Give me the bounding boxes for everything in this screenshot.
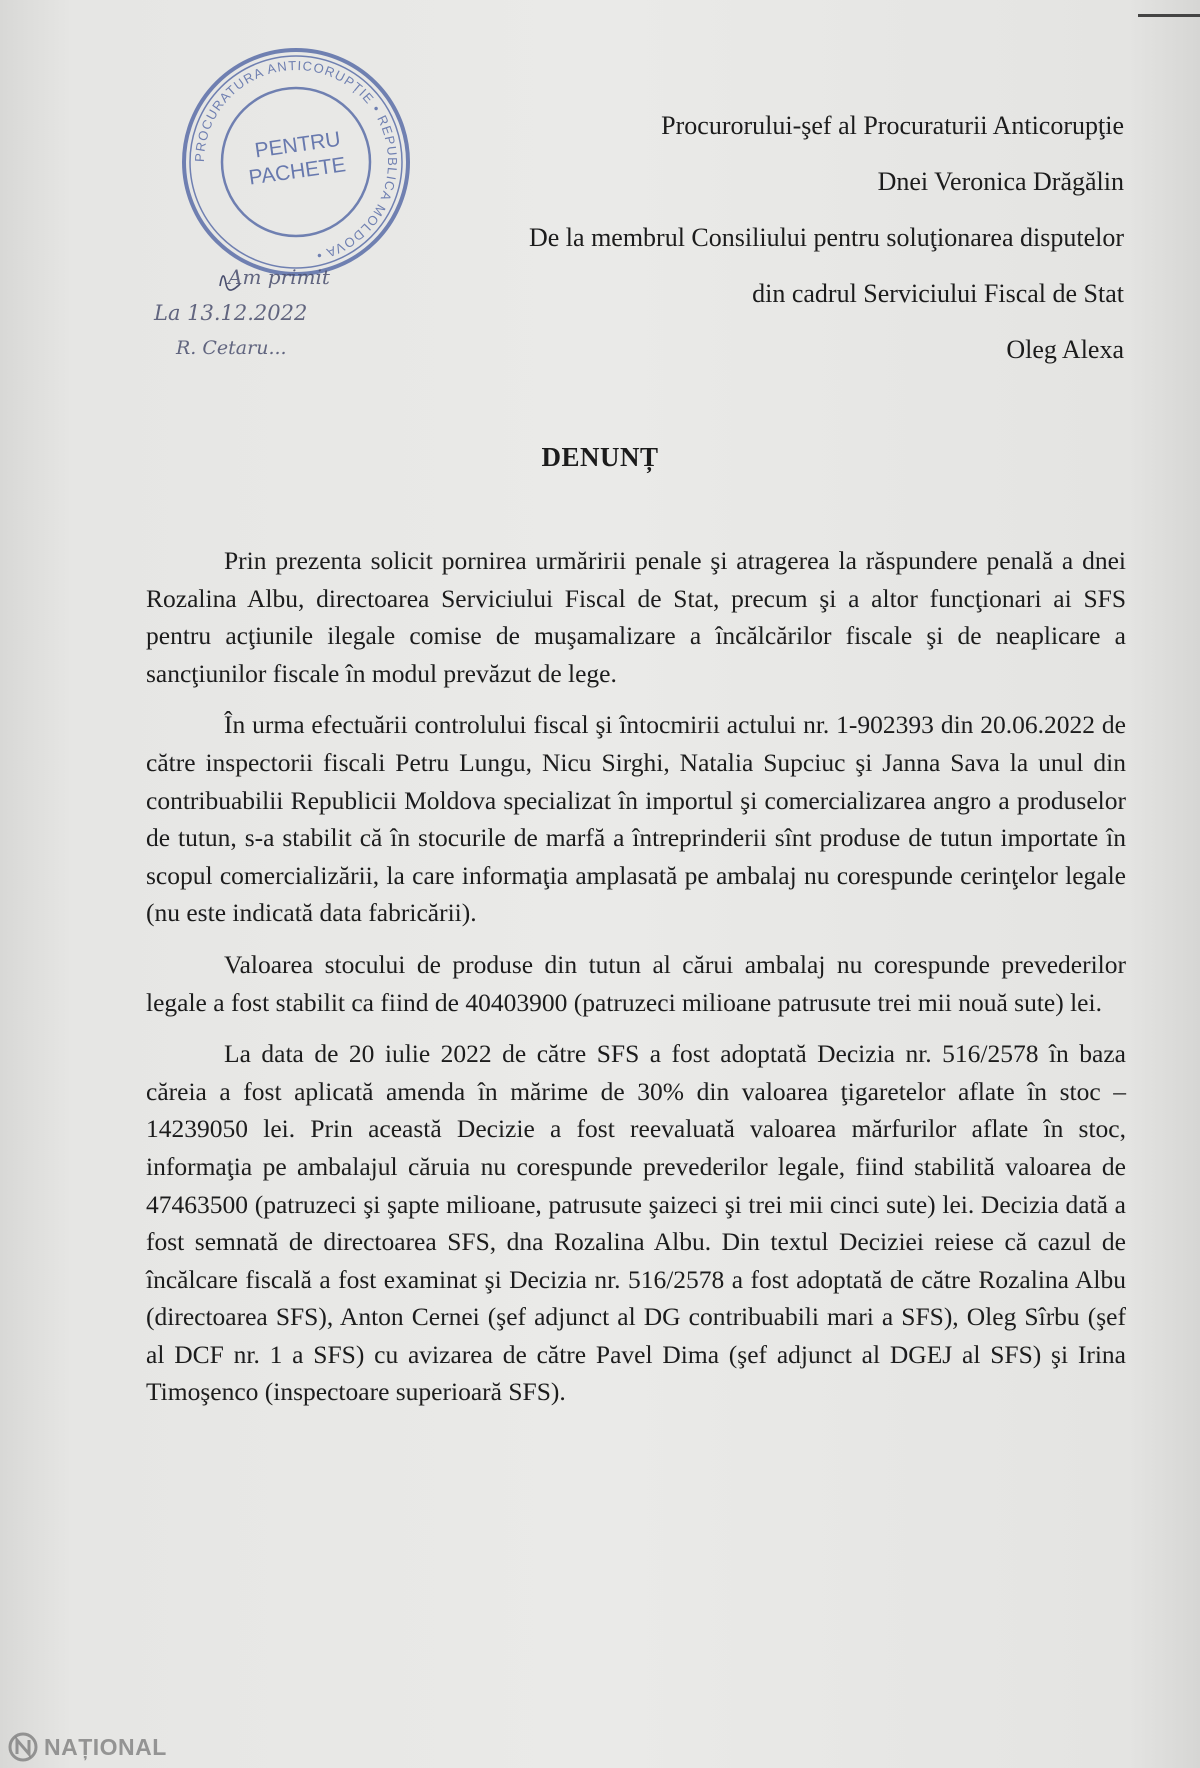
body-paragraph: Valoarea stocului de produse din tutun al cărui ambalaj nu corespunde prevederilor legale a fost stabilit ca fiind de 40403900 (patruzeci milioane patrusute trei mii nouă sute) lei. — [146, 949, 1126, 1017]
addressee-line: din cadrul Serviciului Fiscal de Stat — [752, 279, 1124, 308]
body-paragraph: În urma efectuării controlului fiscal şi întocmirii actului nr. 1-902393 din 20.06.2022 de către inspectorii fiscali Petru Lungu, Nicu Sirghi, Natalia Supciuc şi Janna Sava la unul din contribuabilii Republicii Moldova specializat în importul şi comercializarea angro a produselor de tutun, s-a stabilit că în stocurile de marfă a întreprinderii sînt produse de tutun importate în scopul comercializării, la care informaţia amplasată pe ambalaj nu corespunde cerinţelor legale (nu este indicată data fabricării). — [146, 710, 1126, 928]
addressee-block — [529, 98, 1124, 378]
body-paragraph: Prin prezenta solicit pornirea urmăririi penale şi atragerea la răspundere penală a dnei Rozalina Albu, directoarea Serviciului Fiscal de Stat, precum şi a altor funcţionari ai SFS pentru acţiunile ilegale comise de muşamalizare a încălcărilor fiscale şi de neaplicare a sancţiunilor fiscale în modul prevăzut de lege. — [146, 546, 1126, 688]
stamp-line2: PACHETE — [247, 153, 348, 190]
addressee-line: Oleg Alexa — [1006, 335, 1124, 364]
body-paragraph: La data de 20 iulie 2022 de către SFS a fost adoptată Decizia nr. 516/2578 în baza căreia a fost aplicată amenda în mărime de 30% din valoarea ţigaretelor aflate în stoc – 14239050 lei. Prin această Decizie a fost reevaluată valoarea mărfurilor aflate în stoc, informaţia pe ambalajul căruia nu corespunde prevederilor legale, fiind stabilită valoarea de 47463500 (patruzeci şi şapte milioane, patrusute şaizeci şi trei mii cinci sute) lei. Decizia dată a fost semnată de directoarea SFS, dna Rozalina Albu. Din textul Deciziei reiese că cazul de încălcare fiscală a fost examinat şi Decizia nr. 516/2578 a fost adoptată de către Rozalina Albu (directoarea SFS), Anton Cernei (şef adjunct al DG contribuabili mari a SFS), Oleg Sîrbu (şef al DCF nr. 1 a SFS) cu avizarea de către Pavel Dima (şef adjunct al DGEJ al SFS) şi Irina Timoşenco (inspectoare superioară SFS). — [146, 1039, 1126, 1407]
stamp-seal — [178, 44, 414, 280]
watermark-logo — [8, 1732, 167, 1762]
handwritten-line1: Am primit — [228, 268, 330, 289]
addressee-line: Dnei Veronica Drăgălin — [877, 167, 1124, 196]
stamp-line1: PENTRU — [253, 127, 343, 163]
document-title: DENUNȚ — [541, 442, 659, 472]
handwritten-receipt-note — [150, 268, 410, 398]
addressee-line: Procurorului-şef al Procuraturii Anticorupţie — [661, 111, 1124, 140]
handwritten-line2: La 13.12.2022 — [154, 301, 308, 325]
national-logo-icon — [8, 1732, 38, 1762]
handwritten-line3: R. Cetaru... — [176, 337, 287, 359]
corner-mark — [1138, 14, 1200, 17]
stamp-ring-text: PROCURATURA ANTICORUPȚIE • REPUBLICA MOLDOVA • — [191, 57, 401, 264]
document-body — [146, 542, 1126, 1425]
addressee-line: De la membrul Consiliului pentru soluţionarea disputelor — [528, 223, 1124, 252]
watermark-text: NAȚIONAL — [44, 1733, 167, 1760]
